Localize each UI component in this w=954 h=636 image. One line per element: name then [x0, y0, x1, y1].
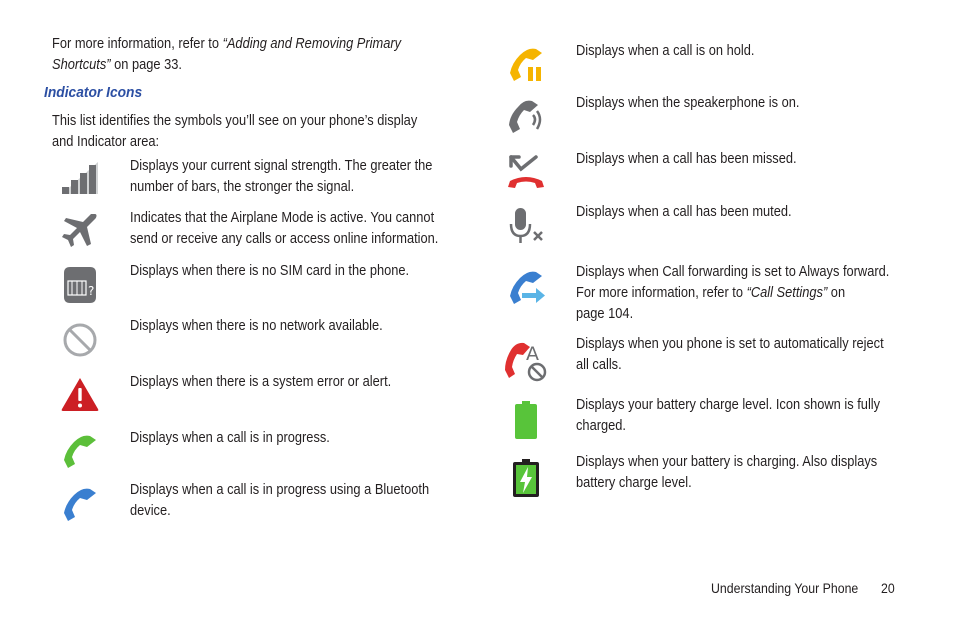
- section-desc-line-1: This list identifies the symbols you’ll see on your phone’s display: [52, 113, 418, 129]
- battery-charging-desc-1: Displays when your battery is charging. Also displays: [576, 454, 878, 470]
- call-muted-icon: [506, 206, 546, 246]
- call-on-hold-desc: Displays when a call is on hold.: [576, 43, 755, 59]
- call-in-progress-icon: [60, 432, 100, 472]
- page-number: 20: [881, 580, 895, 596]
- auto-reject-desc-1: Displays when you phone is set to automatically reject: [576, 336, 884, 352]
- signal-strength-desc-2: number of bars, the stronger the signal.: [130, 179, 355, 195]
- intro-text: For more information, refer to: [52, 36, 223, 52]
- missed-call-icon: [506, 153, 546, 193]
- call-forwarding-ref-text: For more information, refer to: [576, 285, 747, 301]
- system-alert-desc: Displays when there is a system error or alert.: [130, 374, 392, 390]
- signal-strength-icon: [60, 160, 100, 200]
- airplane-mode-desc-1: Indicates that the Airplane Mode is active. You cannot: [130, 210, 435, 226]
- svg-text:?: ?: [88, 284, 95, 298]
- intro-page-ref: on page 33.: [110, 57, 182, 73]
- call-forwarding-desc-2: [576, 283, 845, 304]
- svg-text:A: A: [526, 343, 539, 365]
- missed-call-desc: Displays when a call has been missed.: [576, 151, 797, 167]
- intro-line-1: [52, 34, 401, 55]
- auto-reject-desc-2: all calls.: [576, 357, 622, 373]
- airplane-mode-desc-2: send or receive any calls or access online information.: [130, 231, 439, 247]
- footer-section-title: Understanding Your Phone: [711, 580, 859, 596]
- call-forwarding-ref-on: on: [827, 285, 846, 301]
- call-forwarding-desc-1: Displays when Call forwarding is set to Always forward.: [576, 264, 890, 280]
- call-forwarding-icon: [506, 268, 546, 308]
- signal-strength-desc-1: Displays your current signal strength. The greater the: [130, 158, 433, 174]
- auto-reject-icon: [504, 340, 544, 380]
- battery-charging-icon: [506, 458, 546, 498]
- no-sim-card-icon: [60, 265, 100, 305]
- no-network-icon: [60, 320, 100, 360]
- call-in-progress-desc: Displays when a call is in progress.: [130, 430, 330, 446]
- section-desc-line-2: and Indicator area:: [52, 134, 160, 150]
- battery-full-icon: [506, 400, 546, 440]
- battery-full-desc-1: Displays your battery charge level. Icon shown is fully: [576, 397, 881, 413]
- battery-charging-desc-2: battery charge level.: [576, 475, 692, 491]
- no-sim-card-desc: Displays when there is no SIM card in the phone.: [130, 263, 410, 279]
- system-alert-icon: [60, 375, 100, 415]
- battery-full-desc-2: charged.: [576, 418, 626, 434]
- no-network-desc: Displays when there is no network available.: [130, 318, 383, 334]
- bluetooth-call-desc-2: device.: [130, 503, 171, 519]
- bluetooth-call-desc-1: Displays when a call is in progress using a Bluetooth: [130, 482, 430, 498]
- airplane-mode-icon: [60, 210, 100, 250]
- intro-reference[interactable]: “Adding and Removing Primary: [222, 36, 402, 52]
- call-forwarding-desc-3: page 104.: [576, 306, 634, 322]
- section-heading: Indicator Icons: [44, 84, 143, 101]
- call-settings-reference[interactable]: “Call Settings”: [746, 285, 828, 301]
- intro-reference-cont[interactable]: Shortcuts”: [52, 57, 111, 73]
- speakerphone-icon: [506, 97, 546, 137]
- bluetooth-call-icon: [60, 485, 100, 525]
- call-on-hold-icon: [506, 45, 546, 85]
- call-muted-desc: Displays when a call has been muted.: [576, 204, 792, 220]
- speakerphone-desc: Displays when the speakerphone is on.: [576, 95, 800, 111]
- intro-line-2: [52, 55, 182, 76]
